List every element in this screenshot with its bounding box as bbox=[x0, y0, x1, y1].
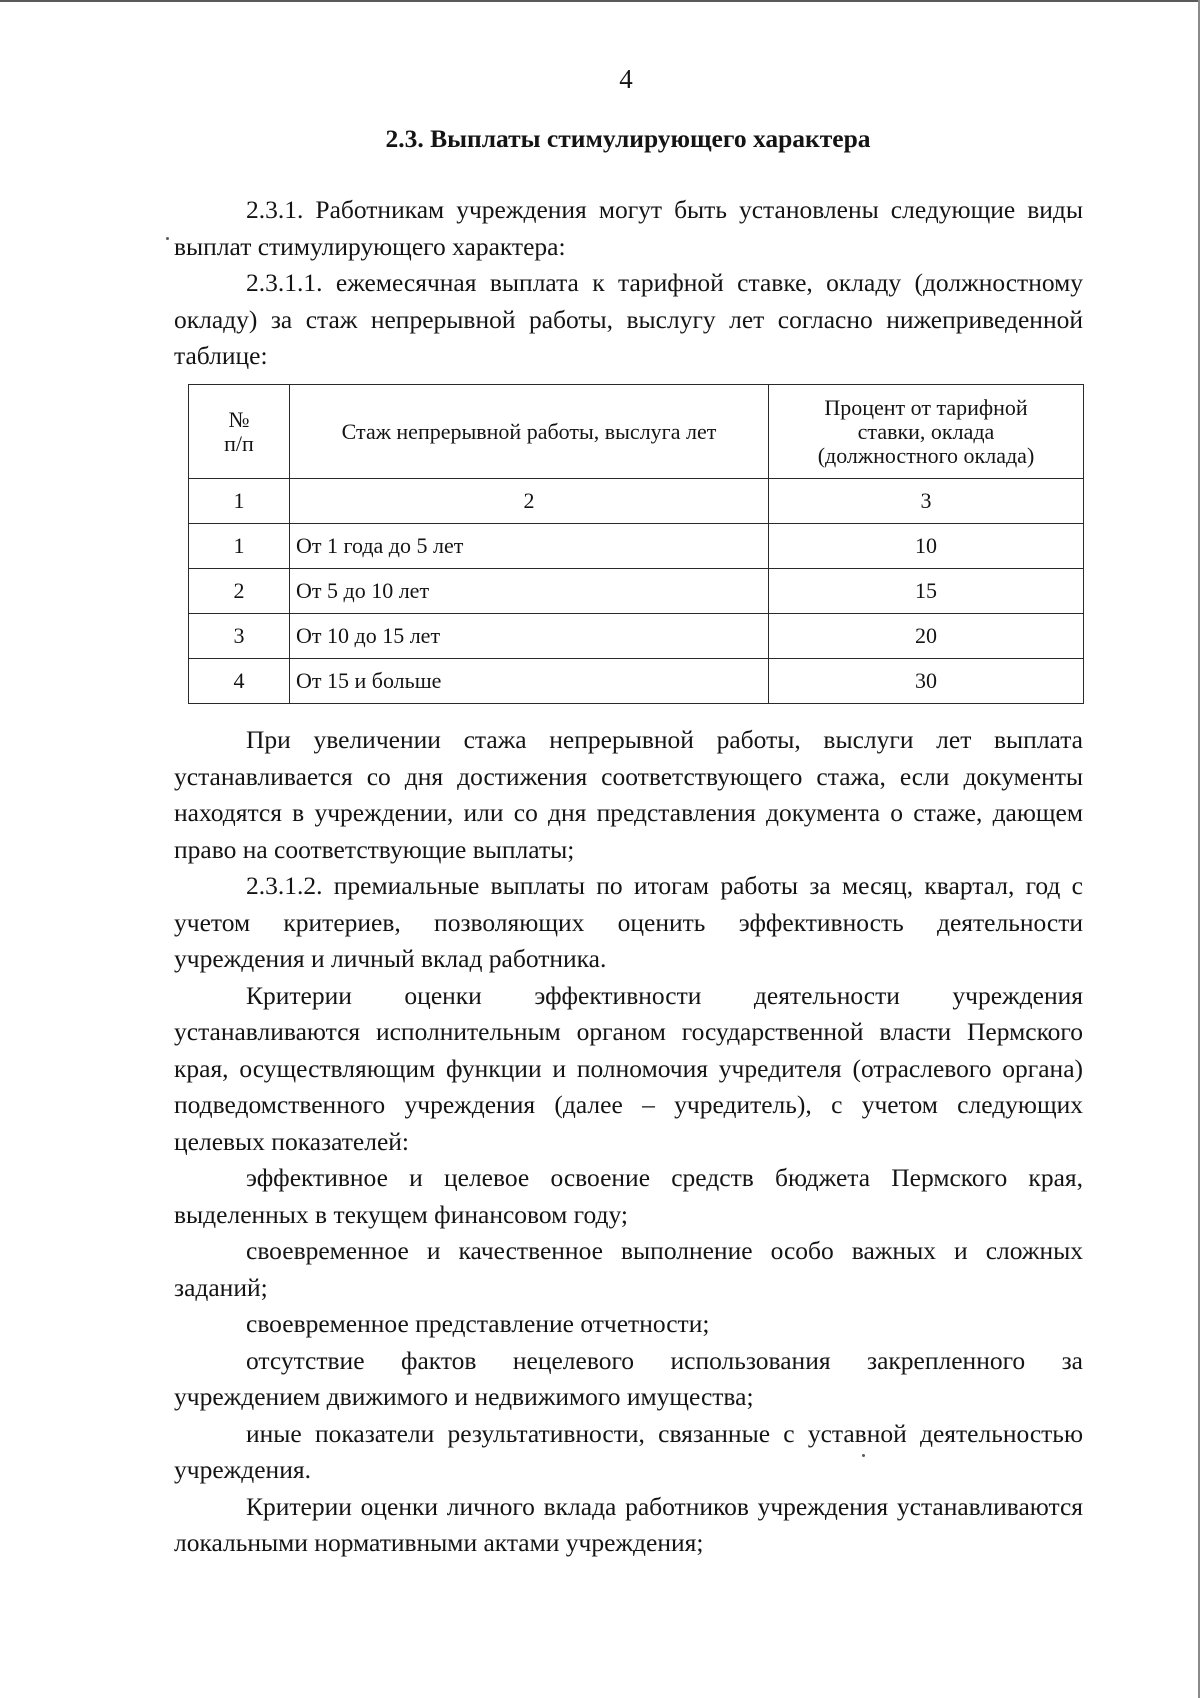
row-percent: 10 bbox=[769, 524, 1084, 569]
seniority-table bbox=[188, 384, 1084, 704]
table-row bbox=[189, 659, 1084, 704]
paragraph-budget-usage: эффективное и целевое освоение средств бюджета Пермского края, выделенных в текущем финансовом году; bbox=[174, 1163, 1083, 1229]
body-text bbox=[174, 722, 1083, 1562]
header-percent-line2: ставки, оклада bbox=[857, 418, 995, 444]
seniority-table-wrap bbox=[188, 384, 1084, 704]
scan-speck bbox=[166, 237, 169, 240]
column-number-3: 3 bbox=[769, 479, 1084, 524]
row-number: 1 bbox=[189, 524, 290, 569]
row-number: 4 bbox=[189, 659, 290, 704]
paragraph-2-3-1-2: 2.3.1.2. премиальные выплаты по итогам работы за месяц, квартал, год с учетом критериев, позволяющих оценить эффективность деятельности учреждения и личный вклад работника. bbox=[174, 871, 1083, 973]
intro-text bbox=[174, 192, 1083, 375]
row-length: От 1 года до 5 лет bbox=[290, 524, 769, 569]
section-heading: 2.3. Выплаты стимулирующего характера bbox=[385, 124, 871, 153]
paragraph-other-indicators: иные показатели результативности, связанные с уставной деятельностью учреждения. bbox=[174, 1418, 1083, 1484]
row-percent: 20 bbox=[769, 614, 1084, 659]
paragraph-reporting: своевременное представление отчетности; bbox=[246, 1309, 710, 1338]
row-percent: 30 bbox=[769, 659, 1084, 704]
row-percent: 15 bbox=[769, 569, 1084, 614]
header-number-line1: № bbox=[228, 406, 250, 432]
header-percent-line3: (должностного оклада) bbox=[817, 442, 1035, 468]
page-number: 4 bbox=[619, 64, 633, 94]
paragraph-property-use: отсутствие фактов нецелевого использования закрепленного за учреждением движимого и недвижимого имущества; bbox=[174, 1345, 1083, 1411]
paragraph-2-3-1: 2.3.1. Работникам учреждения могут быть установлены следующие виды выплат стимулирующего характера: bbox=[174, 195, 1083, 261]
column-number-1: 1 bbox=[189, 479, 290, 524]
row-length: От 15 и больше bbox=[290, 659, 769, 704]
table-header-row bbox=[189, 385, 1084, 479]
paragraph-seniority-increase: При увеличении стажа непрерывной работы, выслуги лет выплата устанавливается со дня достижения соответствующего стажа, если документы находятся в учреждении, или со дня представления документа о стаже, дающем право на соответствующие выплаты; bbox=[174, 725, 1083, 864]
scan-border-top bbox=[0, 0, 1200, 2]
paragraph-important-tasks: своевременное и качественное выполнение особо важных и сложных заданий; bbox=[174, 1236, 1083, 1302]
row-length: От 5 до 10 лет bbox=[290, 569, 769, 614]
table-row bbox=[189, 614, 1084, 659]
header-number bbox=[189, 385, 290, 479]
row-number: 2 bbox=[189, 569, 290, 614]
row-length: От 10 до 15 лет bbox=[290, 614, 769, 659]
header-percent bbox=[769, 385, 1084, 479]
table-row bbox=[189, 569, 1084, 614]
row-number: 3 bbox=[189, 614, 290, 659]
paragraph-criteria-personal: Критерии оценки личного вклада работников учреждения устанавливаются локальными нормативными актами учреждения; bbox=[174, 1491, 1083, 1557]
paragraph-2-3-1-1: 2.3.1.1. ежемесячная выплата к тарифной ставке, окладу (должностному окладу) за стаж непрерывной работы, выслугу лет согласно нижеприведенной таблице: bbox=[174, 268, 1083, 370]
header-percent-line1: Процент от тарифной bbox=[824, 394, 1028, 420]
header-length: Стаж непрерывной работы, выслуга лет bbox=[290, 385, 769, 479]
column-number-row bbox=[189, 479, 1084, 524]
column-number-2: 2 bbox=[290, 479, 769, 524]
paragraph-criteria-institution: Критерии оценки эффективности деятельности учреждения устанавливаются исполнительным органом государственной власти Пермского края, осуществляющим функции и полномочия учредителя (отраслевого органа) подведомственного учреждения (далее – учредитель), с учетом следующих целевых показателей: bbox=[174, 980, 1083, 1156]
table-row bbox=[189, 524, 1084, 569]
header-number-line2: п/п bbox=[224, 430, 254, 456]
